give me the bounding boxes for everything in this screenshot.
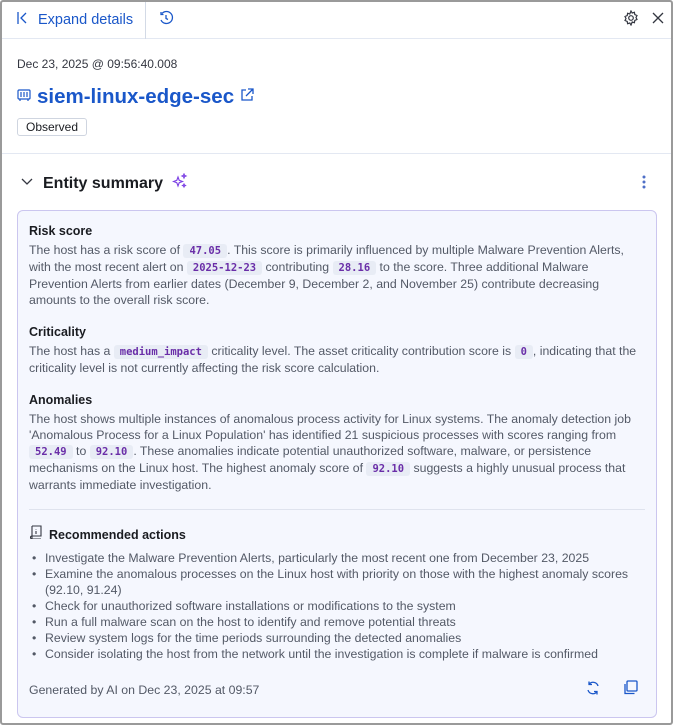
- host-icon: [17, 88, 31, 107]
- text: suggests a highly unusual process that warrants immediate investigation.: [29, 461, 626, 492]
- expand-details-button[interactable]: [2, 2, 146, 39]
- divider: [29, 509, 645, 510]
- anomalies-heading: Anomalies: [29, 393, 93, 407]
- timestamp: Dec 23, 2025 @ 09:56:40.008: [17, 57, 178, 71]
- copy-icon[interactable]: [623, 680, 638, 699]
- recommended-actions-heading: [29, 525, 645, 544]
- text: The host shows multiple instances of anomalous process activity for Linux systems. The anomaly detection job 'Anomalous Process for a Linux Population' has identified 21 suspicious processes with scores ranging from: [29, 412, 631, 442]
- recommended-actions-list: [29, 550, 645, 662]
- more-options-icon[interactable]: [641, 174, 647, 195]
- settings-gear-icon[interactable]: [623, 10, 639, 31]
- alert-date: 2025-12-23: [187, 261, 262, 275]
- flyout-header: [2, 2, 671, 39]
- criticality-level: medium_impact: [114, 345, 208, 359]
- expand-left-icon: [16, 11, 30, 29]
- text: The host has a risk score of: [29, 243, 184, 257]
- text: The host has a: [29, 344, 114, 358]
- section-title: Entity summary: [43, 174, 164, 192]
- risk-score-heading: Risk score: [29, 224, 93, 238]
- ai-sparkles-icon: [172, 173, 188, 194]
- criticality-text: [29, 343, 645, 376]
- external-link-icon[interactable]: [240, 88, 254, 107]
- list-item: • Investigate the Malware Prevention Alerts, particularly the most recent one from December 23, 2025: [29, 550, 645, 566]
- risk-score-value: 47.05: [183, 244, 227, 258]
- highest-score: 92.10: [366, 462, 410, 476]
- expand-details-label: Expand details: [38, 12, 134, 28]
- observed-badge: Observed: [17, 118, 87, 136]
- summary-footer: [29, 680, 638, 699]
- divider: [2, 153, 671, 154]
- list-item: • Run a full malware scan on the host to identify and remove potential threats: [29, 614, 645, 630]
- regenerate-icon[interactable]: [585, 680, 601, 699]
- close-icon[interactable]: [651, 11, 665, 30]
- risk-score-text: [29, 242, 645, 308]
- list-item: • Examine the anomalous processes on the Linux host with priority on those with the highest anomaly scores (92.10, 91.24): [29, 566, 645, 598]
- text: . This score is primarily influenced by multiple Malware Prevention Alerts, with the most recent alert on: [29, 243, 624, 274]
- text: to: [72, 444, 90, 458]
- anomalies-text: [29, 411, 645, 493]
- history-icon: [158, 10, 174, 31]
- text: to the score. Three additional Malware Prevention Alerts from earlier dates (December 9, December 2, and November 25) contribute decreasing amounts to the overall risk score.: [29, 260, 600, 307]
- entity-summary-panel: [17, 210, 657, 718]
- chevron-down-icon: [20, 174, 34, 193]
- text: . These anomalies indicate potential unauthorized software, malware, or persistence mechanisms on the Linux host. The highest anomaly score of: [29, 444, 592, 475]
- recommended-actions-title: Recommended actions: [49, 527, 186, 542]
- generated-by-text: Generated by AI on Dec 23, 2025 at 09:57: [29, 682, 260, 697]
- text: , indicating that the criticality level is not currently affecting the risk score calculation.: [29, 344, 637, 375]
- history-button[interactable]: [146, 10, 186, 31]
- min-score: 52.49: [29, 445, 73, 459]
- list-item: • Review system logs for the time periods surrounding the detected anomalies: [29, 630, 645, 646]
- entity-summary-toggle[interactable]: [20, 173, 188, 194]
- list-item: • Consider isolating the host from the network until the investigation is complete if malware is confirmed: [29, 646, 645, 662]
- alert-contribution: 28.16: [333, 261, 377, 275]
- text: contributing: [262, 260, 333, 274]
- criticality-score: 0: [515, 345, 533, 359]
- list-item: • Check for unauthorized software installations or modifications to the system: [29, 598, 645, 614]
- entity-title: [17, 85, 254, 109]
- text: criticality level. The asset criticality contribution score is: [207, 344, 515, 358]
- criticality-heading: Criticality: [29, 325, 86, 339]
- entity-name-link[interactable]: siem-linux-edge-sec: [37, 85, 235, 108]
- book-info-icon: [29, 525, 43, 544]
- max-score: 92.10: [90, 445, 134, 459]
